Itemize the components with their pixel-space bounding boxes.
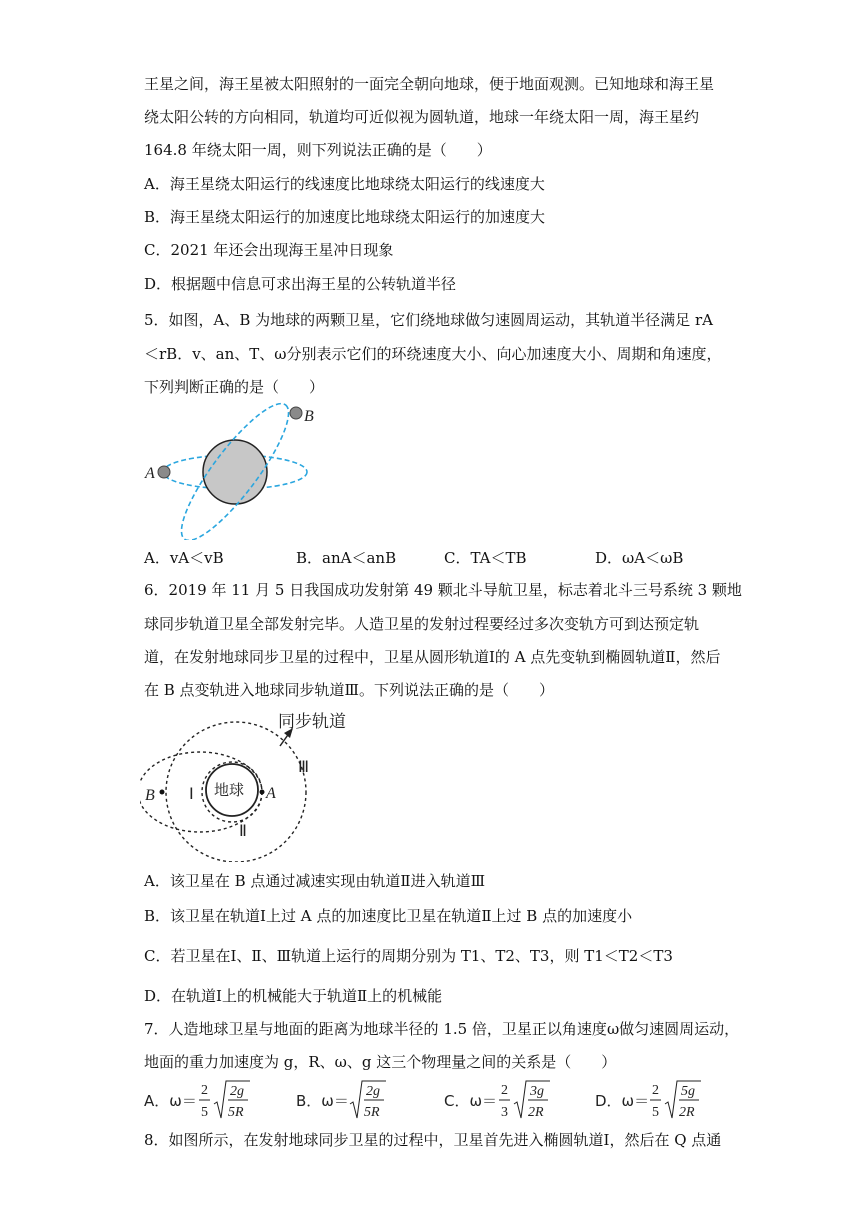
q6-line-1: 6．2019 年 11 月 5 日我国成功发射第 49 颗北斗导航卫星，标志着北斗三号系统 3 颗地 [144, 581, 742, 599]
q5-line-3: 下列判断正确的是（ ） [144, 378, 325, 396]
q5-option-b: B．anA＜anB [296, 549, 397, 567]
q7-options [144, 1078, 716, 1122]
q6-line-2: 球同步轨道卫星全部发射完毕。人造卫星的发射过程要经过多次变轨方可到达预定轨 [144, 615, 700, 633]
q6-label-b: B [145, 787, 155, 804]
q4-option-d: D．根据题中信息可求出海王星的公转轨道半径 [144, 275, 457, 293]
q6-point-a [260, 790, 265, 795]
q6-earth-label: 地球 [214, 781, 245, 799]
q5-label-a: A [145, 465, 155, 482]
q6-option-b: B．该卫星在轨道Ⅰ上过 A 点的加速度比卫星在轨道Ⅱ上过 B 点的加速度小 [144, 907, 633, 925]
q4-line-3: 164.8 年绕太阳一周，则下列说法正确的是（ ） [144, 141, 492, 159]
q6-label-a: A [266, 785, 276, 802]
q8-line-1: 8．如图所示，在发射地球同步卫星的过程中，卫星首先进入椭圆轨道Ⅰ，然后在 Q 点通 [144, 1131, 722, 1149]
q7-option-c-rad-num: 3g [530, 1084, 544, 1099]
q7-option-b-rad-den: 5R [364, 1105, 380, 1120]
q7-option-d-prefix: D．ω＝ [595, 1092, 650, 1110]
q5-line-1: 5．如图，A、B 为地球的两颗卫星，它们绕地球做匀速圆周运动，其轨道半径满足 rA [144, 311, 713, 329]
q6-option-c: C．若卫星在Ⅰ、Ⅱ、Ⅲ轨道上运行的周期分别为 T1、T2、T3，则 T1＜T2＜T3 [144, 947, 673, 965]
q4-line-1: 王星之间，海王星被太阳照射的一面完全朝向地球，便于地面观测。已知地球和海王星 [144, 75, 715, 93]
q5-satellite-a [158, 466, 170, 478]
q5-option-d: D．ωA＜ωB [595, 549, 684, 567]
q7-option-b-prefix: B．ω＝ [296, 1092, 349, 1110]
q6-option-d: D．在轨道Ⅰ上的机械能大于轨道Ⅱ上的机械能 [144, 987, 443, 1005]
q6-label-orbit-ii: Ⅱ [239, 823, 247, 840]
q7-option-d [595, 1081, 701, 1120]
q6-orbit-figure [140, 706, 370, 862]
q7-option-a-coef-num: 2 [201, 1083, 208, 1098]
q7-option-d-rad-num: 5g [681, 1084, 695, 1099]
q4-option-b: B．海王星绕太阳运行的加速度比地球绕太阳运行的加速度大 [144, 208, 546, 226]
q7-option-b-rad-num: 2g [366, 1084, 380, 1099]
q5-option-c: C．TA＜TB [444, 549, 527, 567]
q5-label-b: B [304, 408, 314, 425]
q7-option-a-prefix: A．ω＝ [144, 1092, 197, 1110]
q7-option-b [296, 1081, 386, 1120]
q6-sync-label: 同步轨道 [278, 712, 346, 732]
q7-option-a [144, 1081, 250, 1120]
q4-option-a: A．海王星绕太阳运行的线速度比地球绕太阳运行的线速度大 [144, 175, 545, 193]
q6-label-orbit-i: Ⅰ [189, 786, 194, 803]
q7-option-c-coef-den: 3 [501, 1105, 508, 1120]
q5-satellite-b [290, 407, 302, 419]
q7-option-d-coef-num: 2 [652, 1083, 659, 1098]
q7-option-d-rad-den: 2R [679, 1105, 695, 1120]
q6-line-3: 道，在发射地球同步卫星的过程中，卫星从圆形轨道Ⅰ的 A 点先变轨到椭圆轨道Ⅱ，然后 [144, 648, 721, 666]
q7-line-2: 地面的重力加速度为 g，R、ω、g 这三个物理量之间的关系是（ ） [144, 1053, 617, 1071]
q6-point-b [160, 790, 165, 795]
q5-option-a: A．vA＜vB [144, 549, 224, 567]
q7-option-c [444, 1081, 550, 1120]
q7-option-a-rad-num: 2g [230, 1084, 244, 1099]
q7-line-1: 7．人造地球卫星与地面的距离为地球半径的 1.5 倍，卫星正以角速度ω做匀速圆周运动， [144, 1020, 740, 1038]
q4-line-2: 绕太阳公转的方向相同，轨道均可近似视为圆轨道，地球一年绕太阳一周，海王星约 [144, 108, 700, 126]
q5-line-2: ＜rB．v、an、T、ω分别表示它们的环绕速度大小、向心加速度大小、周期和角速度， [144, 345, 722, 363]
q7-option-c-prefix: C．ω＝ [444, 1092, 498, 1110]
q6-label-orbit-iii: Ⅲ [298, 759, 310, 776]
q7-option-d-coef-den: 5 [652, 1105, 659, 1120]
q6-option-a: A．该卫星在 B 点通过减速实现由轨道Ⅱ进入轨道Ⅲ [144, 872, 486, 890]
q7-option-c-rad-den: 2R [528, 1105, 544, 1120]
q5-earth [203, 440, 267, 504]
q6-line-4: 在 B 点变轨进入地球同步轨道Ⅲ。下列说法正确的是（ ） [144, 681, 555, 699]
q4-option-c: C．2021 年还会出现海王星冲日现象 [144, 241, 394, 259]
q7-option-a-coef-den: 5 [201, 1105, 208, 1120]
q7-option-c-coef-num: 2 [501, 1083, 508, 1098]
q5-orbit-figure [140, 400, 320, 540]
q7-option-a-rad-den: 5R [228, 1105, 244, 1120]
